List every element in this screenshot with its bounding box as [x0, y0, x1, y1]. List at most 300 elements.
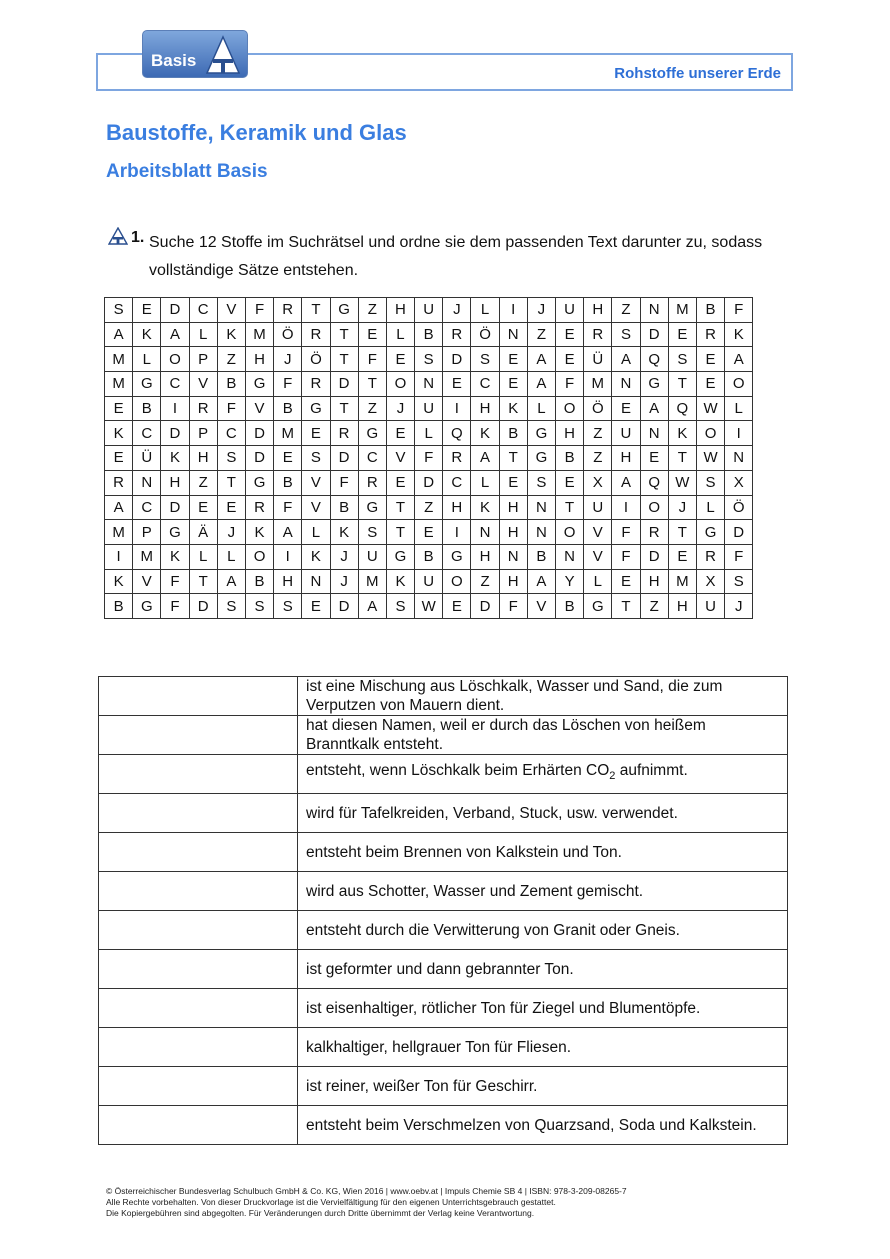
grid-cell[interactable]: A: [161, 322, 189, 347]
grid-cell[interactable]: L: [725, 396, 753, 421]
grid-cell[interactable]: H: [640, 569, 668, 594]
grid-cell[interactable]: M: [245, 322, 273, 347]
grid-cell[interactable]: B: [415, 544, 443, 569]
grid-cell[interactable]: W: [696, 446, 724, 471]
grid-cell[interactable]: T: [330, 347, 358, 372]
grid-cell[interactable]: A: [105, 495, 133, 520]
grid-cell[interactable]: S: [245, 594, 273, 619]
grid-cell[interactable]: J: [527, 298, 555, 323]
grid-cell[interactable]: T: [189, 569, 217, 594]
grid-cell[interactable]: H: [189, 446, 217, 471]
grid-cell[interactable]: F: [556, 372, 584, 397]
grid-cell[interactable]: E: [612, 569, 640, 594]
grid-cell[interactable]: P: [189, 421, 217, 446]
grid-cell[interactable]: U: [584, 495, 612, 520]
grid-cell[interactable]: Q: [640, 470, 668, 495]
grid-cell[interactable]: L: [415, 421, 443, 446]
grid-cell[interactable]: B: [499, 421, 527, 446]
grid-cell[interactable]: S: [217, 594, 245, 619]
grid-cell[interactable]: K: [386, 569, 414, 594]
grid-cell[interactable]: N: [640, 298, 668, 323]
grid-cell[interactable]: B: [105, 594, 133, 619]
grid-cell[interactable]: U: [612, 421, 640, 446]
grid-cell[interactable]: F: [415, 446, 443, 471]
grid-cell[interactable]: T: [330, 396, 358, 421]
grid-cell[interactable]: N: [527, 520, 555, 545]
grid-cell[interactable]: N: [302, 569, 330, 594]
grid-cell[interactable]: R: [330, 421, 358, 446]
grid-cell[interactable]: I: [443, 520, 471, 545]
grid-cell[interactable]: G: [527, 421, 555, 446]
grid-cell[interactable]: F: [161, 594, 189, 619]
grid-cell[interactable]: E: [499, 470, 527, 495]
grid-cell[interactable]: H: [612, 446, 640, 471]
grid-cell[interactable]: K: [105, 569, 133, 594]
grid-cell[interactable]: C: [133, 421, 161, 446]
grid-cell[interactable]: A: [527, 347, 555, 372]
grid-cell[interactable]: D: [640, 544, 668, 569]
grid-cell[interactable]: E: [105, 446, 133, 471]
grid-cell[interactable]: A: [527, 372, 555, 397]
grid-cell[interactable]: G: [302, 396, 330, 421]
grid-cell[interactable]: L: [217, 544, 245, 569]
grid-cell[interactable]: V: [302, 470, 330, 495]
grid-cell[interactable]: E: [696, 347, 724, 372]
grid-cell[interactable]: J: [330, 544, 358, 569]
grid-cell[interactable]: H: [471, 544, 499, 569]
grid-cell[interactable]: Ü: [133, 446, 161, 471]
grid-cell[interactable]: F: [612, 520, 640, 545]
grid-cell[interactable]: W: [415, 594, 443, 619]
grid-cell[interactable]: R: [696, 544, 724, 569]
grid-cell[interactable]: J: [668, 495, 696, 520]
grid-cell[interactable]: W: [696, 396, 724, 421]
grid-cell[interactable]: S: [415, 347, 443, 372]
grid-cell[interactable]: E: [443, 594, 471, 619]
grid-cell[interactable]: G: [245, 372, 273, 397]
grid-cell[interactable]: N: [527, 495, 555, 520]
grid-cell[interactable]: F: [725, 298, 753, 323]
grid-cell[interactable]: I: [443, 396, 471, 421]
grid-cell[interactable]: T: [668, 372, 696, 397]
answer-blank[interactable]: [99, 911, 298, 950]
grid-cell[interactable]: G: [386, 544, 414, 569]
grid-cell[interactable]: O: [556, 396, 584, 421]
grid-cell[interactable]: L: [471, 470, 499, 495]
grid-cell[interactable]: G: [584, 594, 612, 619]
grid-cell[interactable]: R: [584, 322, 612, 347]
grid-cell[interactable]: I: [161, 396, 189, 421]
grid-cell[interactable]: K: [499, 396, 527, 421]
grid-cell[interactable]: K: [245, 520, 273, 545]
grid-cell[interactable]: H: [443, 495, 471, 520]
grid-cell[interactable]: H: [245, 347, 273, 372]
grid-cell[interactable]: C: [443, 470, 471, 495]
grid-cell[interactable]: M: [274, 421, 302, 446]
grid-cell[interactable]: K: [330, 520, 358, 545]
grid-cell[interactable]: E: [386, 421, 414, 446]
grid-cell[interactable]: K: [668, 421, 696, 446]
grid-cell[interactable]: Ö: [274, 322, 302, 347]
grid-cell[interactable]: T: [556, 495, 584, 520]
grid-cell[interactable]: E: [499, 372, 527, 397]
grid-cell[interactable]: I: [499, 298, 527, 323]
grid-cell[interactable]: K: [161, 446, 189, 471]
grid-cell[interactable]: J: [274, 347, 302, 372]
grid-cell[interactable]: G: [358, 421, 386, 446]
grid-cell[interactable]: J: [443, 298, 471, 323]
grid-cell[interactable]: K: [217, 322, 245, 347]
grid-cell[interactable]: G: [133, 594, 161, 619]
grid-cell[interactable]: U: [358, 544, 386, 569]
grid-cell[interactable]: O: [443, 569, 471, 594]
answer-blank[interactable]: [99, 716, 298, 755]
grid-cell[interactable]: L: [696, 495, 724, 520]
grid-cell[interactable]: Q: [640, 347, 668, 372]
grid-cell[interactable]: E: [696, 372, 724, 397]
grid-cell[interactable]: R: [443, 446, 471, 471]
grid-cell[interactable]: W: [668, 470, 696, 495]
grid-cell[interactable]: H: [274, 569, 302, 594]
grid-cell[interactable]: E: [556, 322, 584, 347]
grid-cell[interactable]: O: [696, 421, 724, 446]
grid-cell[interactable]: L: [527, 396, 555, 421]
grid-cell[interactable]: D: [330, 594, 358, 619]
grid-cell[interactable]: O: [386, 372, 414, 397]
grid-cell[interactable]: A: [358, 594, 386, 619]
grid-cell[interactable]: E: [302, 594, 330, 619]
grid-cell[interactable]: G: [358, 495, 386, 520]
grid-cell[interactable]: U: [556, 298, 584, 323]
grid-cell[interactable]: C: [471, 372, 499, 397]
grid-cell[interactable]: R: [302, 322, 330, 347]
grid-cell[interactable]: Z: [471, 569, 499, 594]
grid-cell[interactable]: V: [245, 396, 273, 421]
grid-cell[interactable]: N: [640, 421, 668, 446]
grid-cell[interactable]: E: [217, 495, 245, 520]
grid-cell[interactable]: Z: [640, 594, 668, 619]
grid-cell[interactable]: S: [725, 569, 753, 594]
grid-cell[interactable]: H: [161, 470, 189, 495]
answer-blank[interactable]: [99, 833, 298, 872]
grid-cell[interactable]: V: [133, 569, 161, 594]
grid-cell[interactable]: R: [696, 322, 724, 347]
grid-cell[interactable]: T: [612, 594, 640, 619]
grid-cell[interactable]: M: [105, 347, 133, 372]
grid-cell[interactable]: I: [612, 495, 640, 520]
grid-cell[interactable]: A: [725, 347, 753, 372]
grid-cell[interactable]: D: [161, 298, 189, 323]
grid-cell[interactable]: X: [725, 470, 753, 495]
grid-cell[interactable]: A: [471, 446, 499, 471]
grid-cell[interactable]: Z: [584, 421, 612, 446]
grid-cell[interactable]: B: [133, 396, 161, 421]
grid-cell[interactable]: U: [696, 594, 724, 619]
grid-cell[interactable]: F: [330, 470, 358, 495]
grid-cell[interactable]: R: [302, 372, 330, 397]
grid-cell[interactable]: F: [358, 347, 386, 372]
grid-cell[interactable]: L: [386, 322, 414, 347]
grid-cell[interactable]: L: [189, 544, 217, 569]
grid-cell[interactable]: Ö: [584, 396, 612, 421]
grid-cell[interactable]: H: [499, 569, 527, 594]
grid-cell[interactable]: R: [105, 470, 133, 495]
grid-cell[interactable]: U: [415, 396, 443, 421]
grid-cell[interactable]: G: [330, 298, 358, 323]
grid-cell[interactable]: N: [499, 322, 527, 347]
grid-cell[interactable]: L: [133, 347, 161, 372]
grid-cell[interactable]: S: [696, 470, 724, 495]
grid-cell[interactable]: P: [133, 520, 161, 545]
grid-cell[interactable]: A: [105, 322, 133, 347]
grid-cell[interactable]: G: [527, 446, 555, 471]
grid-cell[interactable]: C: [358, 446, 386, 471]
grid-cell[interactable]: H: [471, 396, 499, 421]
grid-cell[interactable]: P: [189, 347, 217, 372]
grid-cell[interactable]: L: [189, 322, 217, 347]
grid-cell[interactable]: S: [527, 470, 555, 495]
grid-cell[interactable]: H: [668, 594, 696, 619]
grid-cell[interactable]: B: [217, 372, 245, 397]
grid-cell[interactable]: F: [274, 495, 302, 520]
grid-cell[interactable]: D: [725, 520, 753, 545]
grid-cell[interactable]: N: [415, 372, 443, 397]
grid-cell[interactable]: A: [217, 569, 245, 594]
grid-cell[interactable]: F: [725, 544, 753, 569]
grid-cell[interactable]: S: [358, 520, 386, 545]
grid-cell[interactable]: T: [302, 298, 330, 323]
grid-cell[interactable]: Z: [217, 347, 245, 372]
grid-cell[interactable]: E: [668, 322, 696, 347]
grid-cell[interactable]: M: [668, 569, 696, 594]
grid-cell[interactable]: E: [105, 396, 133, 421]
grid-cell[interactable]: O: [640, 495, 668, 520]
grid-cell[interactable]: H: [386, 298, 414, 323]
grid-cell[interactable]: R: [245, 495, 273, 520]
grid-cell[interactable]: F: [274, 372, 302, 397]
grid-cell[interactable]: G: [640, 372, 668, 397]
grid-cell[interactable]: D: [245, 446, 273, 471]
grid-cell[interactable]: T: [386, 495, 414, 520]
grid-cell[interactable]: Ö: [725, 495, 753, 520]
grid-cell[interactable]: X: [696, 569, 724, 594]
grid-cell[interactable]: S: [471, 347, 499, 372]
grid-cell[interactable]: B: [556, 446, 584, 471]
grid-cell[interactable]: Z: [358, 298, 386, 323]
grid-cell[interactable]: X: [584, 470, 612, 495]
grid-cell[interactable]: Z: [612, 298, 640, 323]
grid-cell[interactable]: G: [161, 520, 189, 545]
grid-cell[interactable]: R: [358, 470, 386, 495]
grid-cell[interactable]: V: [527, 594, 555, 619]
grid-cell[interactable]: A: [527, 569, 555, 594]
grid-cell[interactable]: G: [443, 544, 471, 569]
grid-cell[interactable]: T: [330, 322, 358, 347]
grid-cell[interactable]: R: [274, 298, 302, 323]
grid-cell[interactable]: F: [217, 396, 245, 421]
answer-blank[interactable]: [99, 872, 298, 911]
grid-cell[interactable]: H: [499, 520, 527, 545]
grid-cell[interactable]: D: [189, 594, 217, 619]
grid-cell[interactable]: Y: [556, 569, 584, 594]
answer-blank[interactable]: [99, 677, 298, 716]
grid-cell[interactable]: D: [330, 446, 358, 471]
grid-cell[interactable]: R: [640, 520, 668, 545]
grid-cell[interactable]: D: [471, 594, 499, 619]
grid-cell[interactable]: J: [217, 520, 245, 545]
grid-cell[interactable]: B: [274, 470, 302, 495]
grid-cell[interactable]: D: [640, 322, 668, 347]
grid-cell[interactable]: S: [386, 594, 414, 619]
grid-cell[interactable]: E: [189, 495, 217, 520]
grid-cell[interactable]: U: [415, 569, 443, 594]
grid-cell[interactable]: Ö: [302, 347, 330, 372]
grid-cell[interactable]: B: [330, 495, 358, 520]
grid-cell[interactable]: D: [415, 470, 443, 495]
grid-cell[interactable]: S: [217, 446, 245, 471]
grid-cell[interactable]: J: [330, 569, 358, 594]
grid-cell[interactable]: I: [274, 544, 302, 569]
grid-cell[interactable]: E: [612, 396, 640, 421]
grid-cell[interactable]: G: [696, 520, 724, 545]
grid-cell[interactable]: C: [189, 298, 217, 323]
answer-blank[interactable]: [99, 1106, 298, 1145]
grid-cell[interactable]: S: [274, 594, 302, 619]
grid-cell[interactable]: Ö: [471, 322, 499, 347]
grid-cell[interactable]: Z: [358, 396, 386, 421]
grid-cell[interactable]: C: [217, 421, 245, 446]
grid-cell[interactable]: T: [358, 372, 386, 397]
grid-cell[interactable]: S: [668, 347, 696, 372]
grid-cell[interactable]: D: [161, 421, 189, 446]
grid-cell[interactable]: I: [725, 421, 753, 446]
grid-cell[interactable]: Q: [443, 421, 471, 446]
answer-blank[interactable]: [99, 950, 298, 989]
grid-cell[interactable]: U: [415, 298, 443, 323]
grid-cell[interactable]: I: [105, 544, 133, 569]
grid-cell[interactable]: F: [161, 569, 189, 594]
grid-cell[interactable]: T: [499, 446, 527, 471]
grid-cell[interactable]: Z: [189, 470, 217, 495]
grid-cell[interactable]: M: [133, 544, 161, 569]
grid-cell[interactable]: F: [499, 594, 527, 619]
grid-cell[interactable]: E: [443, 372, 471, 397]
grid-cell[interactable]: N: [725, 446, 753, 471]
grid-cell[interactable]: N: [133, 470, 161, 495]
grid-cell[interactable]: E: [133, 298, 161, 323]
grid-cell[interactable]: N: [499, 544, 527, 569]
grid-cell[interactable]: B: [245, 569, 273, 594]
grid-cell[interactable]: F: [612, 544, 640, 569]
grid-cell[interactable]: B: [415, 322, 443, 347]
grid-cell[interactable]: C: [133, 495, 161, 520]
grid-cell[interactable]: E: [358, 322, 386, 347]
grid-cell[interactable]: N: [556, 544, 584, 569]
grid-cell[interactable]: K: [161, 544, 189, 569]
grid-cell[interactable]: Z: [584, 446, 612, 471]
grid-cell[interactable]: M: [668, 298, 696, 323]
grid-cell[interactable]: B: [556, 594, 584, 619]
grid-cell[interactable]: B: [527, 544, 555, 569]
grid-cell[interactable]: O: [161, 347, 189, 372]
grid-cell[interactable]: F: [245, 298, 273, 323]
grid-cell[interactable]: D: [330, 372, 358, 397]
grid-cell[interactable]: O: [245, 544, 273, 569]
grid-cell[interactable]: N: [612, 372, 640, 397]
grid-cell[interactable]: Z: [527, 322, 555, 347]
grid-cell[interactable]: T: [668, 446, 696, 471]
answer-blank[interactable]: [99, 989, 298, 1028]
grid-cell[interactable]: D: [443, 347, 471, 372]
grid-cell[interactable]: Q: [668, 396, 696, 421]
grid-cell[interactable]: E: [640, 446, 668, 471]
grid-cell[interactable]: H: [584, 298, 612, 323]
grid-cell[interactable]: H: [499, 495, 527, 520]
answer-blank[interactable]: [99, 1028, 298, 1067]
grid-cell[interactable]: T: [217, 470, 245, 495]
answer-blank[interactable]: [99, 794, 298, 833]
grid-cell[interactable]: D: [245, 421, 273, 446]
grid-cell[interactable]: K: [471, 495, 499, 520]
grid-cell[interactable]: Ü: [584, 347, 612, 372]
grid-cell[interactable]: S: [105, 298, 133, 323]
grid-cell[interactable]: E: [415, 520, 443, 545]
grid-cell[interactable]: K: [302, 544, 330, 569]
grid-cell[interactable]: A: [640, 396, 668, 421]
grid-cell[interactable]: K: [725, 322, 753, 347]
grid-cell[interactable]: E: [302, 421, 330, 446]
grid-cell[interactable]: M: [584, 372, 612, 397]
grid-cell[interactable]: Ä: [189, 520, 217, 545]
grid-cell[interactable]: H: [556, 421, 584, 446]
grid-cell[interactable]: A: [612, 470, 640, 495]
grid-cell[interactable]: G: [245, 470, 273, 495]
grid-cell[interactable]: E: [668, 544, 696, 569]
grid-cell[interactable]: E: [499, 347, 527, 372]
grid-cell[interactable]: G: [133, 372, 161, 397]
grid-cell[interactable]: V: [386, 446, 414, 471]
grid-cell[interactable]: V: [217, 298, 245, 323]
grid-cell[interactable]: E: [386, 347, 414, 372]
grid-cell[interactable]: Z: [415, 495, 443, 520]
grid-cell[interactable]: T: [668, 520, 696, 545]
grid-cell[interactable]: O: [556, 520, 584, 545]
grid-cell[interactable]: N: [471, 520, 499, 545]
grid-cell[interactable]: V: [584, 520, 612, 545]
grid-cell[interactable]: V: [302, 495, 330, 520]
answer-blank[interactable]: [99, 755, 298, 794]
grid-cell[interactable]: E: [556, 470, 584, 495]
grid-cell[interactable]: J: [386, 396, 414, 421]
grid-cell[interactable]: A: [612, 347, 640, 372]
answer-blank[interactable]: [99, 1067, 298, 1106]
grid-cell[interactable]: R: [189, 396, 217, 421]
grid-cell[interactable]: D: [161, 495, 189, 520]
grid-cell[interactable]: E: [386, 470, 414, 495]
grid-cell[interactable]: R: [443, 322, 471, 347]
grid-cell[interactable]: M: [358, 569, 386, 594]
grid-cell[interactable]: J: [725, 594, 753, 619]
grid-cell[interactable]: E: [274, 446, 302, 471]
grid-cell[interactable]: V: [584, 544, 612, 569]
grid-cell[interactable]: A: [274, 520, 302, 545]
grid-cell[interactable]: K: [133, 322, 161, 347]
grid-cell[interactable]: L: [471, 298, 499, 323]
grid-cell[interactable]: K: [471, 421, 499, 446]
grid-cell[interactable]: B: [274, 396, 302, 421]
grid-cell[interactable]: M: [105, 520, 133, 545]
grid-cell[interactable]: L: [584, 569, 612, 594]
